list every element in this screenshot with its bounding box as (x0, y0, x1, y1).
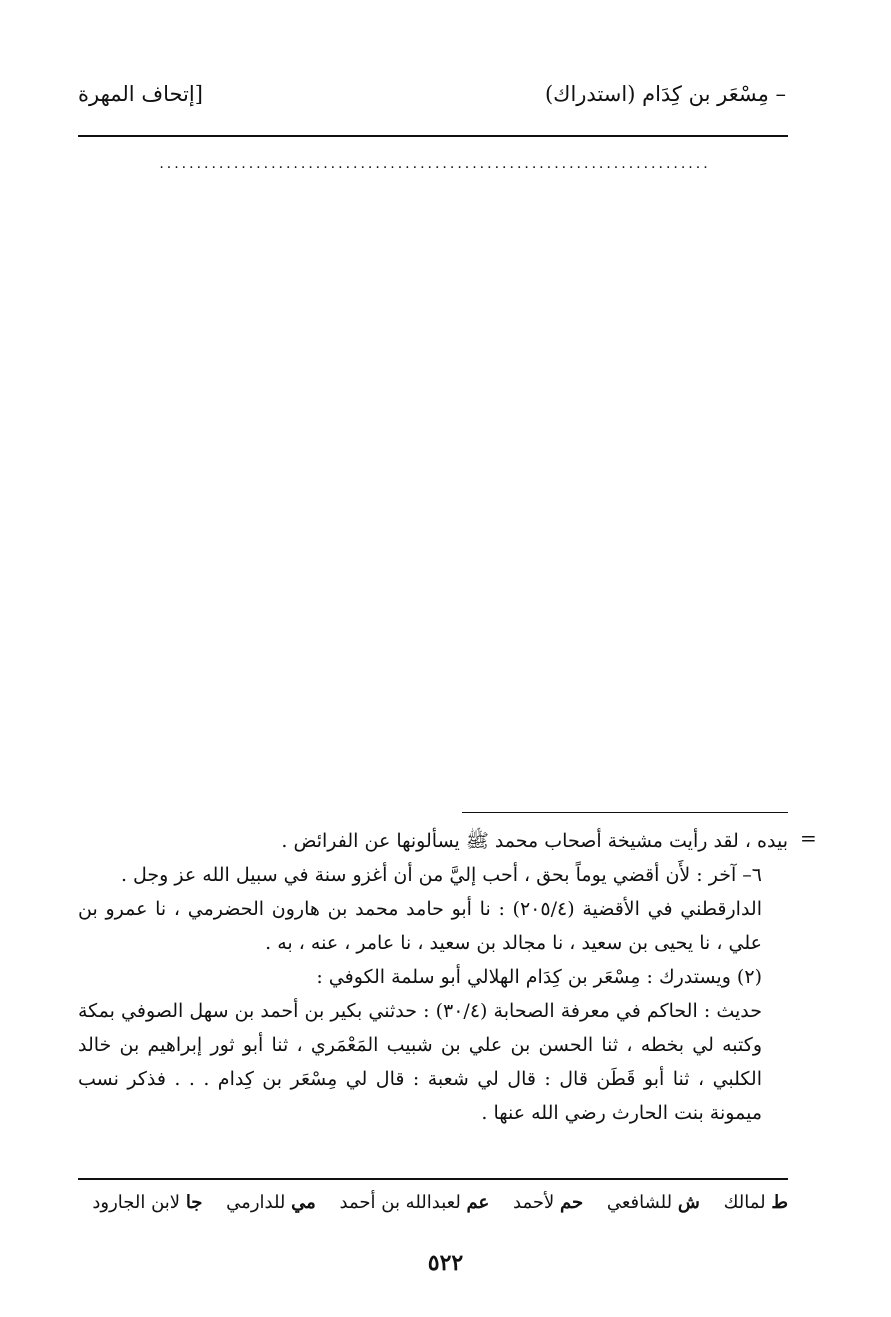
abbreviations-rule (78, 1178, 788, 1180)
book-title: [إتحاف المهرة (78, 82, 203, 106)
abbreviation-text: للدارمي (226, 1192, 286, 1213)
abbreviation-item (92, 1192, 202, 1213)
abbreviation-item (607, 1192, 700, 1213)
abbreviations-key (78, 1192, 788, 1213)
header-rule (78, 135, 788, 137)
abbreviation-item (513, 1192, 583, 1213)
footnote-line: الدارقطني في الأقضية (٢٠٥/٤) : نا أبو حامد محمد بن هارون الحضرمي ، نا عمرو بن علي ، نا يحيى بن سعيد ، نا مجالد بن سعيد ، نا عامر ، عنه ، به . (78, 898, 762, 954)
abbreviation-code: حم (560, 1192, 584, 1213)
abbreviation-item (340, 1192, 490, 1213)
abbreviation-text: لأحمد (513, 1192, 555, 1213)
running-header (78, 82, 786, 122)
chapter-title: – مِسْعَر بن كِدَام (استدراك) (544, 82, 786, 106)
abbreviation-code: عم (466, 1192, 490, 1213)
abbreviation-text: لمالك (723, 1192, 766, 1213)
abbreviation-code: ط (771, 1192, 788, 1213)
abbreviation-code: ش (677, 1192, 700, 1213)
abbreviation-item (226, 1192, 316, 1213)
footnote-line: بيده ، لقد رأيت مشيخة أصحاب محمد ﷺ يسألونها عن الفرائض . (281, 830, 788, 852)
abbreviation-text: لابن الجارود (92, 1192, 181, 1213)
dotted-separator: .......................................................................... (159, 156, 711, 172)
abbreviation-text: للشافعي (606, 1192, 673, 1213)
abbreviation-code: جا (185, 1192, 203, 1213)
footnote-line: حديث : الحاكم في معرفة الصحابة (٣٠/٤) : حدثني بكير بن أحمد بن سهل الصوفي بمكة وكتبه لي بخطه ، ثنا الحسن بن علي بن شبيب المَعْمَري ، ثنا أبو ثور إبراهيم بن خالد الكلبي ، ثنا أبو قَطَن قال : قال لي شعبة : قال لي مِسْعَر بن كِدام . . . فذكر نسب ميمونة بنت الحارث رضي الله عنها . (78, 1000, 762, 1124)
footnote-line: ٦– آخر : لأَن أقضي يوماً بحق ، أحب إليَّ من أن أغزو سنة في سبيل الله عز وجل . (120, 864, 762, 886)
abbreviation-code: مي (291, 1192, 316, 1213)
footnote-line: (٢) ويستدرك : مِسْعَر بن كِدَام الهلالي أبو سلمة الكوفي : (316, 966, 762, 988)
abbreviation-text: لعبدالله بن أحمد (339, 1192, 461, 1213)
footnote-separator-rule (462, 812, 788, 813)
footnotes-block (78, 824, 788, 1130)
continuation-marker: = (800, 826, 817, 850)
abbreviation-item (724, 1192, 788, 1213)
page-number: ٥٢٢ (427, 1250, 464, 1276)
